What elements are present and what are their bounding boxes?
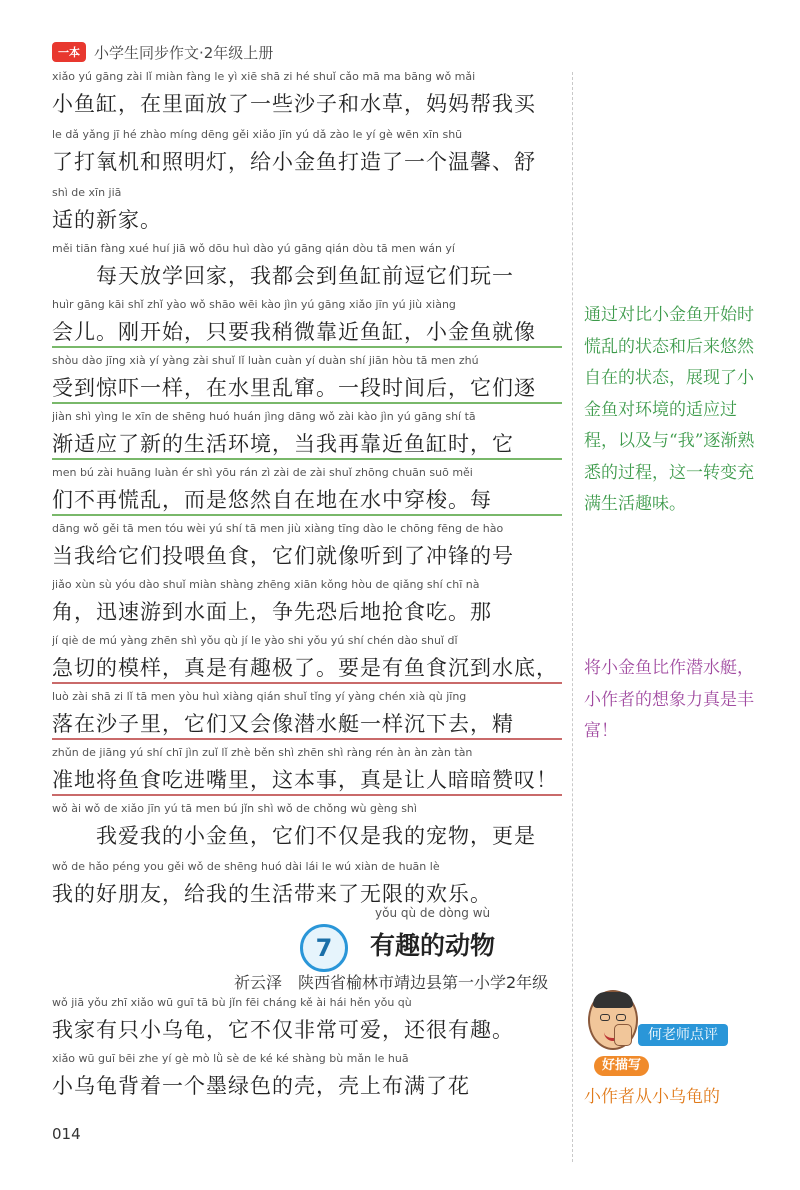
pinyin-line: shì de xīn jiā xyxy=(52,186,122,199)
hanzi-line: 会儿。刚开始，只要我稍微靠近鱼缸，小金鱼就像 xyxy=(52,316,562,348)
pinyin-line: wǒ de hǎo péng you gěi wǒ de shēng huó dài lái le wú xiàn de huān lè xyxy=(52,860,440,873)
hanzi-line: 急切的模样，真是有趣极了。要是有鱼食沉到水底， xyxy=(52,652,562,684)
margin-note-purple: 将小金鱼比作潜水艇，小作者的想象力真是丰富！ xyxy=(584,658,754,741)
hanzi-line: 准地将鱼食吃进嘴里，这本事，真是让人暗暗赞叹！ xyxy=(52,764,562,796)
section-number: 7 xyxy=(300,924,348,972)
pinyin-line: wǒ jiā yǒu zhī xiǎo wū guī tā bù jǐn fēi cháng kě ài hái hěn yǒu qù xyxy=(52,996,412,1009)
pinyin-line: jiǎo xùn sù yóu dào shuǐ miàn shàng zhēng xiān kǒng hòu de qiǎng shí chī nà xyxy=(52,578,480,591)
author-line: 祈云泽 陕西省榆林市靖边县第一小学2年级 xyxy=(234,973,549,992)
hanzi-line: 渐适应了新的生活环境，当我再靠近鱼缸时，它 xyxy=(52,428,562,460)
pinyin-line: xiǎo wū guī bēi zhe yí gè mò lǜ sè de ké ké shàng bù mǎn le huā xyxy=(52,1052,409,1065)
pinyin-line: xiǎo yú gāng zài lǐ miàn fàng le yì xiē shā zi hé shuǐ cǎo mā ma bāng wǒ mǎi xyxy=(52,70,476,83)
page-header xyxy=(52,40,273,64)
pinyin-line: měi tiān fàng xué huí jiā wǒ dōu huì dào yú gāng qián dòu tā men wán yí xyxy=(52,242,455,255)
pinyin-line: jiàn shì yìng le xīn de shēng huó huán jìng dāng wǒ zài kào jìn yú gāng shí tā xyxy=(52,410,476,423)
teacher-comment-box xyxy=(584,990,784,1110)
praise-tag: 好描写 xyxy=(594,1056,649,1076)
column-divider xyxy=(572,72,573,1162)
hanzi-line: 适的新家。 xyxy=(52,208,162,232)
section-title: 有趣的动物 xyxy=(370,931,496,960)
pinyin-line: luò zài shā zi lǐ tā men yòu huì xiàng qián shuǐ tǐng yí yàng chén xià qù jīng xyxy=(52,690,467,703)
thumbs-up-icon xyxy=(614,1024,632,1046)
hanzi-line: 了打氧机和照明灯，给小金鱼打造了一个温馨、舒 xyxy=(52,150,536,174)
pinyin-line: zhǔn de jiāng yú shí chī jìn zuǐ lǐ zhè běn shì zhēn shì ràng rén àn àn zàn tàn xyxy=(52,746,473,759)
hanzi-line: 角，迅速游到水面上，争先恐后地抢食吃。那 xyxy=(52,600,492,624)
book-badge: 一本 xyxy=(52,42,86,62)
hanzi-line: 受到惊吓一样，在水里乱窜。一段时间后，它们逐 xyxy=(52,372,562,404)
page-number: 014 xyxy=(52,1125,81,1143)
margin-note-green: 通过对比小金鱼开始时慌乱的状态和后来悠然自在的状态，展现了小金鱼对环境的适应过程，以及与“我”逐渐熟悉的过程，这一转变充满生活趣味。 xyxy=(584,305,755,514)
pinyin-line: huìr gāng kāi shǐ zhǐ yào wǒ shāo wēi kào jìn yú gāng xiǎo jīn yú jiù xiàng xyxy=(52,298,456,311)
teacher-banner: 何老师点评 xyxy=(638,1024,728,1046)
pinyin-line: men bú zài huāng luàn ér shì yōu rán zì zài de zài shuǐ zhōng chuān suō měi xyxy=(52,466,473,479)
hanzi-line: 当我给它们投喂鱼食，它们就像听到了冲锋的号 xyxy=(52,544,514,568)
hanzi-line: 每天放学回家，我都会到鱼缸前逗它们玩一 xyxy=(52,264,514,288)
hanzi-line: 落在沙子里，它们又会像潜水艇一样沉下去，精 xyxy=(52,708,562,740)
teacher-comment-text: 小作者从小乌龟的 xyxy=(584,1087,720,1107)
hanzi-line: 小鱼缸，在里面放了一些沙子和水草，妈妈帮我买 xyxy=(52,92,536,116)
hanzi-line: 们不再慌乱，而是悠然自在地在水中穿梭。每 xyxy=(52,484,562,516)
pinyin-line: dāng wǒ gěi tā men tóu wèi yú shí tā men jiù xiàng tīng dào le chōng fēng de hào xyxy=(52,522,504,535)
pinyin-line: shòu dào jīng xià yí yàng zài shuǐ lǐ luàn cuàn yí duàn shí jiān hòu tā men zhú xyxy=(52,354,479,367)
pinyin-line: le dǎ yǎng jī hé zhào míng dēng gěi xiǎo jīn yú dǎ zào le yí gè wēn xīn shū xyxy=(52,128,463,141)
pinyin-line: wǒ ài wǒ de xiǎo jīn yú tā men bú jǐn shì wǒ de chǒng wù gèng shì xyxy=(52,802,417,815)
hanzi-line: 小乌龟背着一个墨绿色的壳，壳上布满了花 xyxy=(52,1074,470,1098)
hanzi-line: 我爱我的小金鱼，它们不仅是我的宠物，更是 xyxy=(52,824,536,848)
section-pinyin: yǒu qù de dòng wù xyxy=(375,906,491,920)
hanzi-line: 我家有只小乌龟，它不仅非常可爱，还很有趣。 xyxy=(52,1018,514,1042)
hanzi-line: 我的好朋友，给我的生活带来了无限的欢乐。 xyxy=(52,882,492,906)
pinyin-line: jí qiè de mú yàng zhēn shì yǒu qù jí le yào shi yǒu yú shí chén dào shuǐ dǐ xyxy=(52,634,458,647)
book-title: 小学生同步作文·2年级上册 xyxy=(94,43,274,62)
